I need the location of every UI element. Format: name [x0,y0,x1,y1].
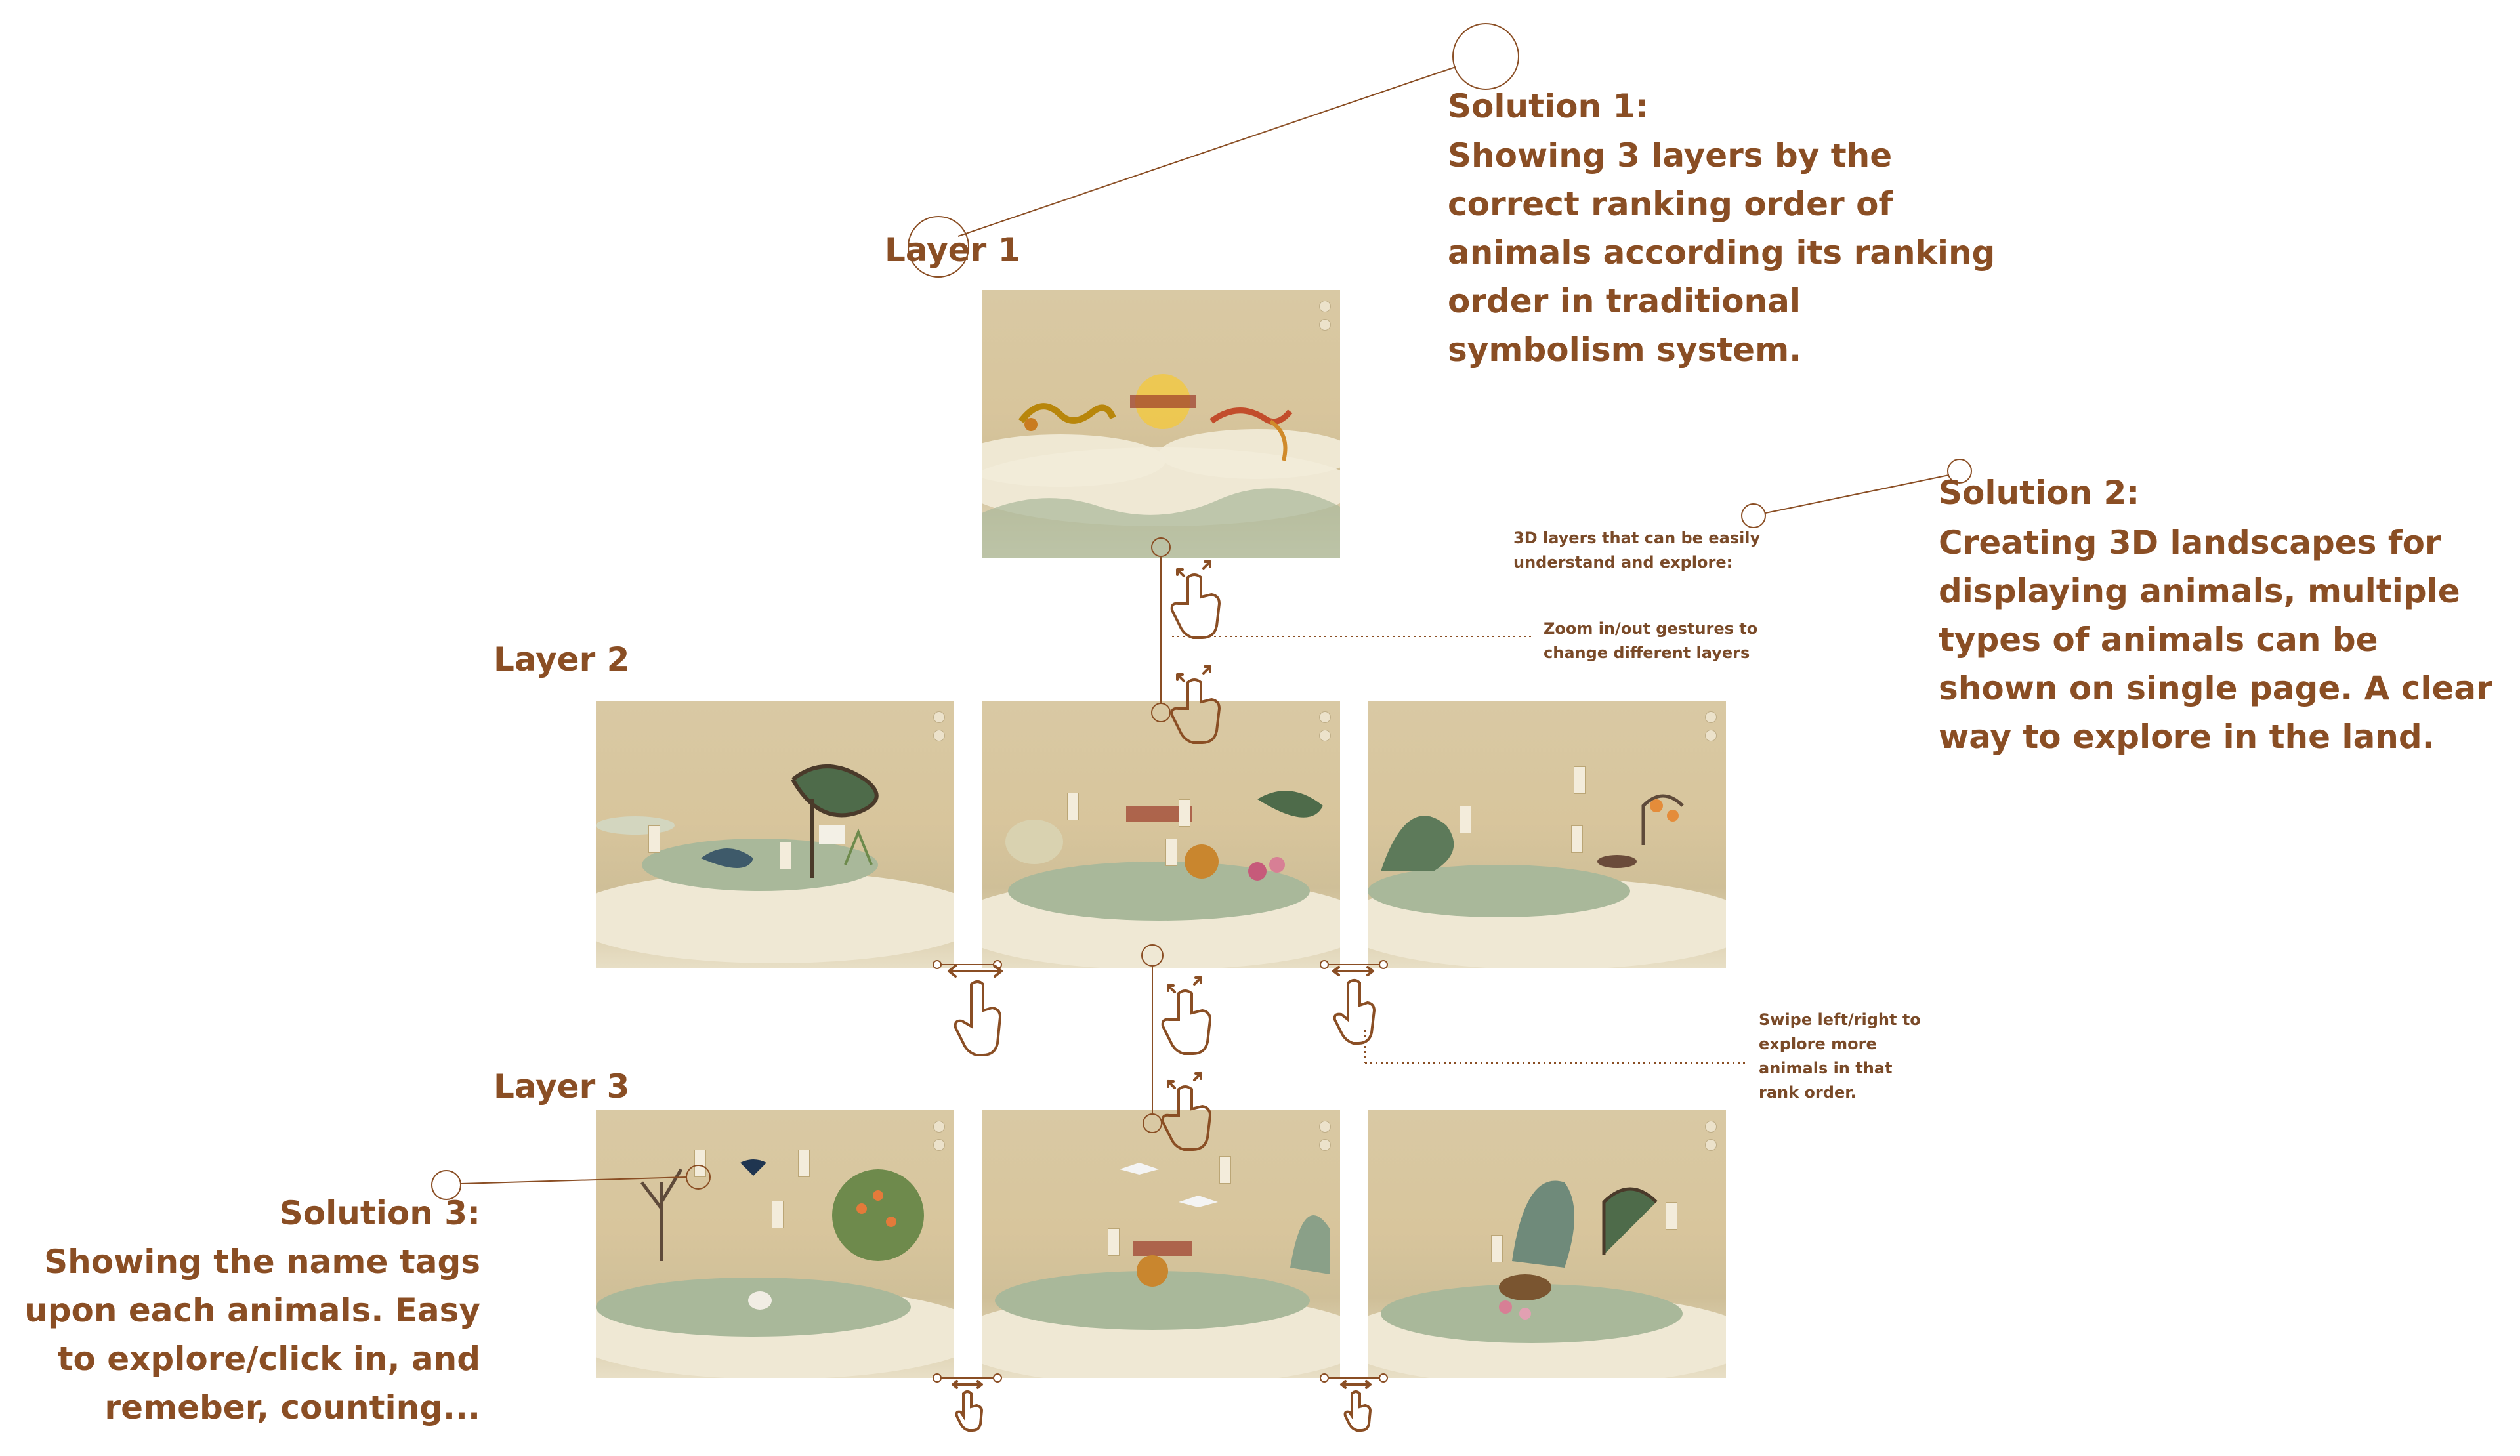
note-line: change different layers [1544,644,1750,662]
pinch-zoom-gesture-icon [1172,562,1219,638]
pinch-zoom-gesture-icon [1163,978,1210,1054]
solution-1-line: animals according its ranking [1448,234,1996,272]
solution-2-line: displaying animals, multiple [1939,572,2460,610]
solution-2-line: way to explore in the land. [1939,718,2435,756]
solution-3-line: to explore/click in, and [57,1340,480,1378]
note-line: 3D layers that can be easily [1513,529,1761,547]
swipe-gesture-icon [949,966,1001,1055]
solution-2-line: Creating 3D landscapes for [1939,524,2441,562]
note-line: rank order. [1759,1083,1857,1102]
callout-circle [1453,24,1519,89]
note-line: understand and explore: [1513,553,1733,572]
note-line: animals in that [1759,1059,1893,1077]
callout-circle [686,1165,710,1189]
solution-3-line: remeber, counting... [104,1388,480,1426]
solution-1-line: Showing 3 layers by the [1448,136,1893,175]
swipe-gesture-icon [1334,967,1374,1043]
callout-circle [908,217,969,277]
callout-circle [1742,504,1765,528]
layer-1-label: Layer 1 [885,231,1021,269]
layer-3-label: Layer 3 [494,1068,630,1106]
callout-circle [432,1171,461,1199]
solution-2-line: shown on single page. A clear [1939,669,2492,707]
note-line: Swipe left/right to [1759,1010,1921,1029]
note-line: Zoom in/out gestures to [1544,619,1758,638]
solution-1-line: symbolism system. [1448,331,1802,369]
solution-3-line: Showing the name tags [44,1243,480,1281]
swipe-gesture-icon [953,1381,982,1430]
swipe-gesture-icon [1341,1381,1370,1430]
callout-circle [1948,459,1971,483]
solution-1-line: order in traditional [1448,282,1801,320]
pinch-zoom-gesture-icon [1172,667,1219,743]
pinch-zoom-gesture-icon [1163,1073,1210,1150]
solution-2-line: types of animals can be [1939,621,2378,659]
note-line: explore more [1759,1035,1877,1053]
solution-3-line: upon each animals. Easy [24,1291,480,1329]
solution-1-line: correct ranking order of [1448,185,1893,223]
solution-1-title: Solution 1: [1448,87,1649,125]
solution-3-title: Solution 3: [279,1194,480,1232]
solution-2-title: Solution 2: [1939,474,2140,512]
layer-2-label: Layer 2 [494,640,630,678]
